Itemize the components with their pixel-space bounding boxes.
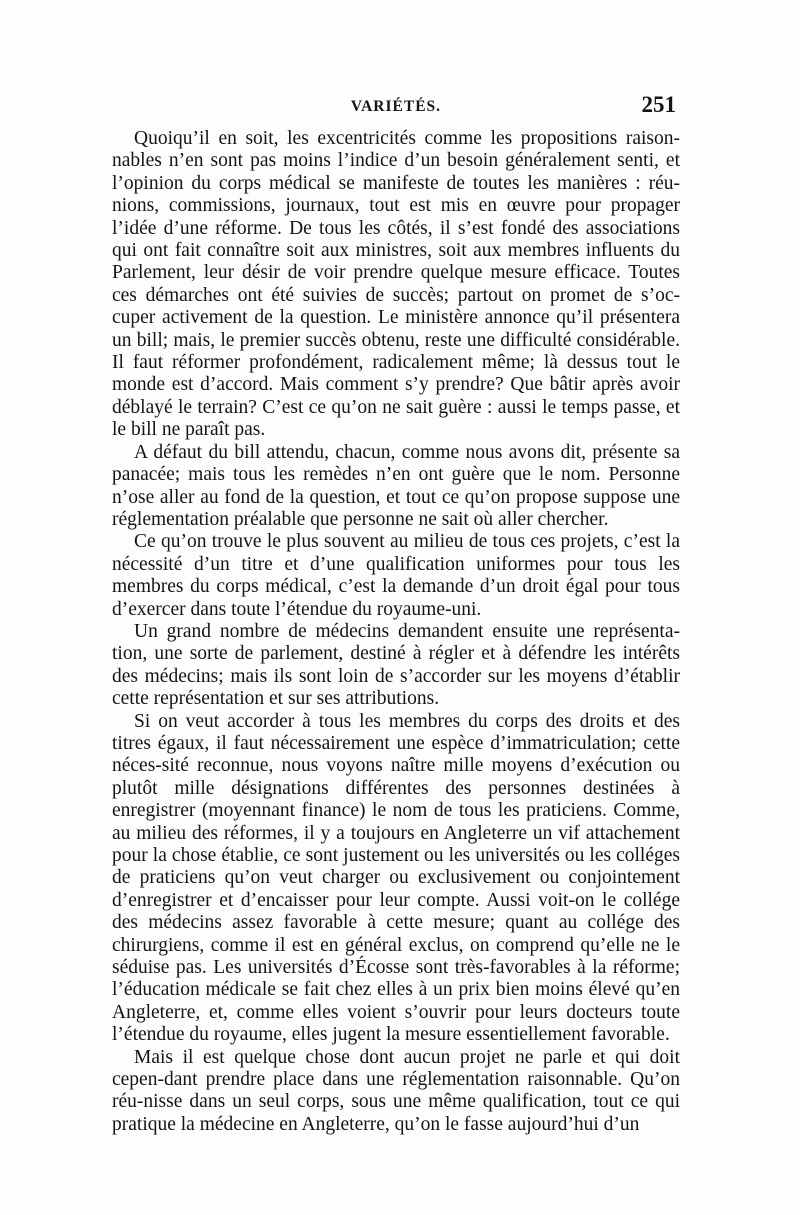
- page-number: 251: [641, 92, 676, 117]
- paragraph: Ce qu’on trouve le plus souvent au milieu de tous ces projets, c’est la nécessité d’un titre et d’une qualification uniformes pour tous les membres du corps médical, c’est la demande d’un droit égal pour tous d’exercer dans toute l’étendue du royaume-uni.: [112, 531, 680, 620]
- running-head: [112, 92, 680, 122]
- paragraph: A défaut du bill attendu, chacun, comme nous avons dit, présente sa panacée; mais tous les remèdes n’en ont guère que le nom. Personne n’ose aller au fond de la question, et tout ce qu’on propose suppose une réglementation préalable que personne ne sait où aller chercher.: [112, 441, 680, 530]
- paragraph: Mais il est quelque chose dont aucun projet ne parle et qui doit cepen-dant prendre place dans une réglementation raisonnable. Qu’on réu-nisse dans un seul corps, sous une même qualification, tout ce qui pratique la médecine en Angleterre, qu’on le fasse aujourd’hui d’un: [112, 1046, 680, 1135]
- paragraph: Si on veut accorder à tous les membres du corps des droits et des titres égaux, il faut nécessairement une espèce d’immatriculation; cette néces-sité reconnue, nous voyons naître mille moyens d’exécution ou plutôt mille désignations différentes des personnes destinées à enregistrer (moyennant finance) le nom de tous les praticiens. Comme, au milieu des réformes, il y a toujours en Angleterre un vif attachement pour la chose établie, ce sont justement ou les universités ou les colléges de praticiens qu’on veut charger ou exclusivement ou conjointement d’enregistrer et d’encaisser pour leur compte. Aussi voit-on le collége des médecins assez favorable à cette mesure; quant au collége des chirurgiens, comme il est en général exclus, on comprend qu’elle ne le séduise pas. Les universités d’Écosse sont très-favorables à la réforme; l’éducation médicale se fait chez elles à un prix bien moins élevé qu’en Angleterre, et, comme elles voient s’ouvrir pour leurs docteurs toute l’étendue du royaume, elles jugent la mesure essentiellement favorable.: [112, 710, 680, 1046]
- paragraph: Quoiqu’il en soit, les excentricités comme les propositions raison-nables n’en sont pas moins l’indice d’un besoin généralement senti, et l’opinion du corps médical se manifeste de toutes les manières : réu-nions, commissions, journaux, tout est mis en œuvre pour propager l’idée d’une réforme. De tous les côtés, il s’est fondé des associations qui ont fait connaître soit aux ministres, soit aux membres influents du Parlement, leur désir de voir prendre quelque mesure efficace. Toutes ces démarches ont été suivies de succès; partout on promet de s’oc-cuper activement de la question. Le ministère annonce qu’il présentera un bill; mais, le premier succès obtenu, reste une difficulté considérable. Il faut réformer profondément, radicalement même; là dessus tout le monde est d’accord. Mais comment s’y prendre? Que bâtir après avoir déblayé le terrain? C’est ce qu’on ne sait guère : aussi le temps passe, et le bill ne paraît pas.: [112, 128, 680, 441]
- body-text: [112, 128, 680, 1136]
- running-title: VARIÉTÉS.: [350, 98, 442, 115]
- paragraph: Un grand nombre de médecins demandent ensuite une représenta-tion, une sorte de parlement, destiné à régler et à défendre les intérêts des médecins; mais ils sont loin de s’accorder sur les moyens d’établir cette représentation et sur ses attributions.: [112, 620, 680, 710]
